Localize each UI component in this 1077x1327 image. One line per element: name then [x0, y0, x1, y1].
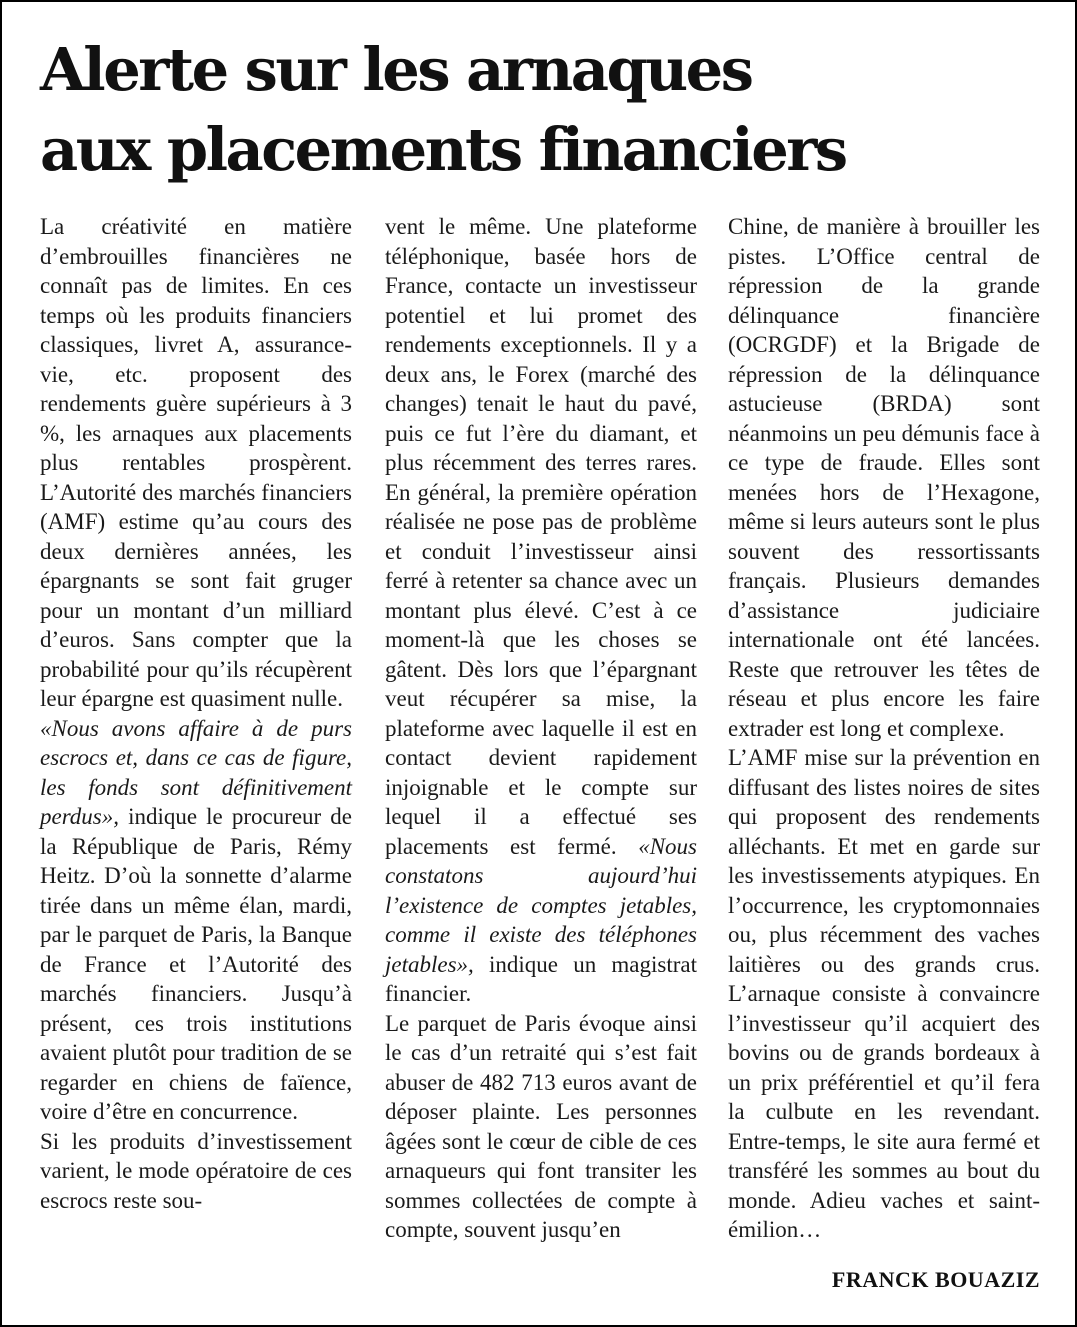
quote-text: «Nous avons affaire à de purs escrocs et, dans ce cas de figure, les fonds sont définitivement perdus»,	[40, 715, 352, 829]
column-1	[40, 212, 352, 1215]
paragraph: Le parquet de Paris évoque ainsi le cas d’un retraité qui s’est fait abuser de 482 713 euros avant de déposer plainte. Les personnes âgées sont le cœur de cible de ces arnaqueurs qui font transiter les sommes collectées de compte à compte, souvent jusqu’en	[385, 1010, 697, 1242]
headline-line-2: aux placements financiers	[40, 115, 846, 184]
paragraph-text: vent le même. Une plateforme téléphonique, basée hors de France, contacte un investisseur potentiel et lui promet des rendements exceptionnels. Il y a deux ans, le Forex (marché des changes) tenait le haut du pavé, puis ce fut l’ère du diamant, et plus récemment des terres rares. En général, la première opération réalisée ne pose pas de problème et conduit l’investisseur ainsi ferré à retenter sa chance avec un montant plus élevé. C’est à ce moment-là que les choses se gâtent. Dès lors que l’épargnant veut récupérer sa mise, la plateforme avec laquelle il est en contact devient rapidement injoignable et le compte sur lequel il a effectué ses placements est fermé.	[385, 214, 697, 859]
paragraph: La créativité en matière d’embrouilles financières ne connaît pas de limites. En ces temps où les produits financiers classiques, livret A, assurance-vie, etc. proposent des rendements guère supérieurs à 3 %, les arnaques aux placements plus rentables prospèrent. L’Autorité des marchés financiers (AMF) estime qu’au cours des deux dernières années, les épargnants se sont fait gruger pour un montant d’un milliard d’euros. Sans compter que la probabilité pour qu’ils récupèrent leur épargne est quasiment nulle.	[40, 214, 352, 711]
byline: FRANCK BOUAZIZ	[831, 1267, 1040, 1292]
column-3	[728, 212, 1040, 1245]
paragraph: Chine, de manière à brouiller les pistes. L’Office central de répression de la grande délinquance financière (OCRGDF) et la Brigade de répression de la délinquance astucieuse (BRDA) sont néanmoins un peu démunis face à ce type de fraude. Elles sont menées hors de l’Hexagone, même si leurs auteurs sont le plus souvent des ressortissants français. Plusieurs demandes d’assistance judiciaire internationale ont été lancées. Reste que retrouver les têtes de réseau et plus encore les faire extrader est long et complexe.	[728, 214, 1040, 741]
paragraph-quote	[385, 212, 697, 1009]
paragraph-quote	[40, 714, 352, 1127]
headline-line-1: Alerte sur les arnaques	[40, 35, 752, 104]
paragraph-text: indique un magistrat financier.	[385, 951, 697, 1006]
paragraph: Si les produits d’investissement varient, le mode opératoire de ces escrocs reste sou-	[40, 1128, 352, 1213]
headline	[40, 30, 1050, 190]
quote-text: «Nous constatons aujourd’hui l’existence de comptes jetables, comme il existe des téléphones jetables»,	[385, 833, 697, 977]
paragraph-text: indique le procureur de la République de Paris, Rémy Heitz. D’où la sonnette d’alarme tirée dans un même élan, mardi, par le parquet de Paris, la Banque de France et l’Autorité des marchés financiers. Jusqu’à présent, ces trois institutions avaient plutôt pour tradition de se regarder en chiens de faïence, voire d’être en concurrence.	[40, 804, 352, 1124]
paragraph: L’AMF mise sur la prévention en diffusant des listes noires de sites qui proposent des rendements alléchants. Et met en garde sur les investissements atypiques. En l’occurrence, les cryptomonnaies ou, plus récemment des vaches laitières ou des grands crus. L’arnaque consiste à convaincre l’investisseur qu’il acquiert des bovins ou de grands bordeaux à un prix préférentiel et qu’il fera la culbute en les revendant. Entre-temps, le site aura fermé et transféré les sommes au bout du monde. Adieu vaches et saint-émilion…	[728, 745, 1040, 1242]
column-2	[385, 212, 697, 1245]
